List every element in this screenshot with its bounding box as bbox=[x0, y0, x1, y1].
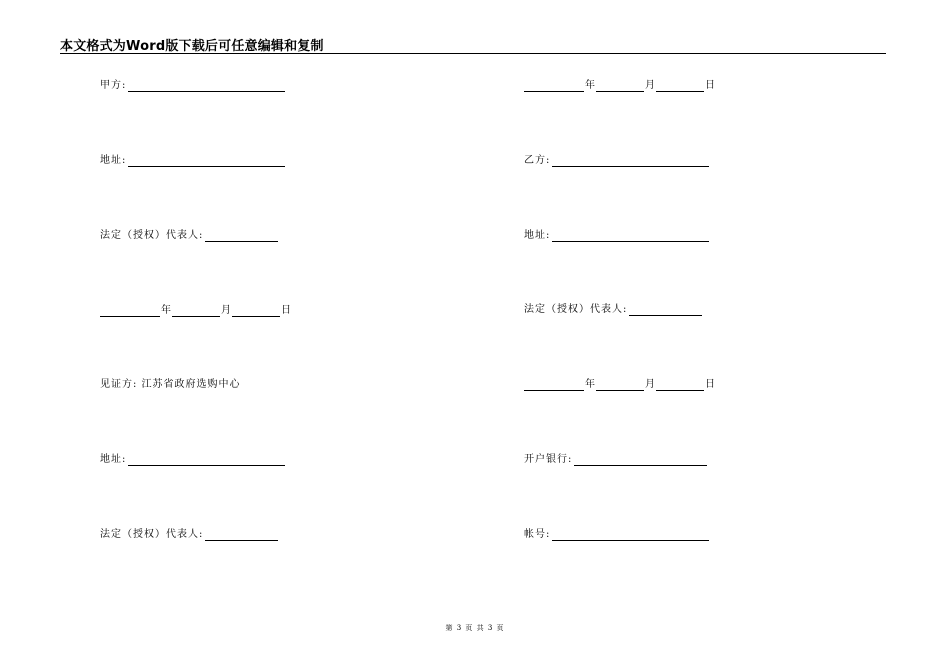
right-address-field bbox=[524, 230, 709, 242]
bank-field bbox=[524, 454, 707, 466]
witness-field bbox=[100, 379, 241, 391]
legal-rep-label: 法定（授权）代表人: bbox=[524, 304, 628, 315]
witness-text: 见证方: 江苏省政府选购中心 bbox=[100, 379, 241, 390]
left-legal-rep-field-2 bbox=[100, 529, 278, 541]
legal-rep-blank[interactable] bbox=[629, 304, 702, 316]
day-blank[interactable] bbox=[656, 379, 704, 391]
right-date-field-2 bbox=[524, 379, 716, 391]
day-unit: 日 bbox=[281, 305, 291, 316]
legal-rep-label: 法定（授权）代表人: bbox=[100, 230, 204, 241]
left-legal-rep-field-1 bbox=[100, 230, 278, 242]
bank-blank[interactable] bbox=[574, 454, 707, 466]
address-blank[interactable] bbox=[128, 155, 285, 167]
month-blank[interactable] bbox=[172, 305, 220, 317]
address-label: 地址: bbox=[524, 230, 551, 241]
right-date-field-1 bbox=[524, 80, 716, 92]
legal-rep-blank[interactable] bbox=[205, 529, 278, 541]
address-label: 地址: bbox=[100, 454, 127, 465]
year-blank[interactable] bbox=[100, 305, 160, 317]
day-blank[interactable] bbox=[232, 305, 280, 317]
left-address-field-1 bbox=[100, 155, 285, 167]
month-unit: 月 bbox=[221, 305, 231, 316]
legal-rep-label: 法定（授权）代表人: bbox=[100, 529, 204, 540]
month-unit: 月 bbox=[645, 379, 655, 390]
account-label: 帐号: bbox=[524, 529, 551, 540]
party-a-blank[interactable] bbox=[128, 80, 285, 92]
year-unit: 年 bbox=[585, 80, 595, 91]
left-address-field-2 bbox=[100, 454, 285, 466]
day-unit: 日 bbox=[705, 379, 715, 390]
year-blank[interactable] bbox=[524, 379, 584, 391]
year-unit: 年 bbox=[161, 305, 171, 316]
account-field bbox=[524, 529, 709, 541]
year-unit: 年 bbox=[585, 379, 595, 390]
party-a-label: 甲方: bbox=[100, 80, 127, 91]
year-blank[interactable] bbox=[524, 80, 584, 92]
left-date-field bbox=[100, 305, 292, 317]
address-blank[interactable] bbox=[128, 454, 285, 466]
day-blank[interactable] bbox=[656, 80, 704, 92]
day-unit: 日 bbox=[705, 80, 715, 91]
page-number: 第 3 页 共 3 页 bbox=[445, 624, 505, 632]
bank-label: 开户银行: bbox=[524, 454, 573, 465]
account-blank[interactable] bbox=[552, 529, 709, 541]
header-divider bbox=[60, 53, 886, 54]
party-b-blank[interactable] bbox=[552, 155, 709, 167]
legal-rep-blank[interactable] bbox=[205, 230, 278, 242]
party-a-field bbox=[100, 80, 285, 92]
month-unit: 月 bbox=[645, 80, 655, 91]
party-b-label: 乙方: bbox=[524, 155, 551, 166]
right-legal-rep-field bbox=[524, 304, 702, 316]
document-header-title: 本文格式为Word版下载后可任意编辑和复制 bbox=[60, 39, 324, 54]
month-blank[interactable] bbox=[596, 80, 644, 92]
address-label: 地址: bbox=[100, 155, 127, 166]
party-b-field bbox=[524, 155, 709, 167]
month-blank[interactable] bbox=[596, 379, 644, 391]
address-blank[interactable] bbox=[552, 230, 709, 242]
